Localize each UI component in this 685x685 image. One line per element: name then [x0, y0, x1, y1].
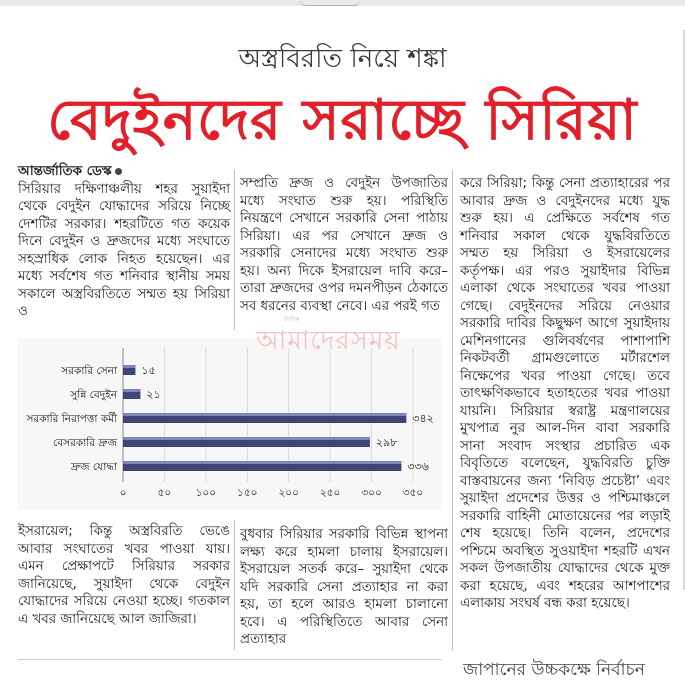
page-top-ornament [300, 0, 360, 6]
column-1-top [18, 163, 230, 321]
column-1-top-text: সিরিয়ার দক্ষিণাঞ্চলীয় শহর সুয়াইদা থেকে বেদুইন যোদ্ধাদের সরিয়ে নিচ্ছে দেশটির সরকার। শহরটিতে গত কয়েক দিনে বেদুইন ও দ্রুজদের মধ্যে সংঘাতে সহস্রাধিক লোক নিহত হয়েছেন। এর মধ্যে সর্বশেষ গত শনিবার স্থানীয় সময় সকালে অস্ত্রবিরতিতে সম্মত হয় সিরিয়া ও [18, 181, 230, 319]
watermark-logo: আমাদেরসময় [256, 326, 401, 356]
bar-highlight [123, 437, 370, 440]
x-tick-label: ১৫০ [237, 487, 258, 499]
category-label: দ্রুজ যোদ্ধা [70, 461, 117, 473]
article-headline: বেদুইনদের সরাচ্ছে সিরিয়া [47, 88, 638, 153]
x-tick-label: ৩০০ [361, 487, 382, 499]
value-label: ১৫ [141, 364, 156, 377]
x-tick-label: ২০০ [278, 487, 299, 499]
x-tick-label: ১০০ [195, 487, 217, 499]
value-label: ৩৪২ [412, 412, 434, 425]
bar-highlight [123, 413, 406, 416]
bar-highlight [123, 461, 401, 464]
column-1-bottom [18, 523, 230, 628]
category-label: সরকারি নিরাপত্তা কর্মী [26, 413, 117, 425]
article-byline: আন্তর্জাতিক ডেস্ক [18, 164, 112, 179]
column-divider [234, 520, 235, 650]
column-2-bottom [240, 526, 448, 649]
category-label: সুন্নি বেদুইন [70, 389, 117, 401]
byline-bullet-icon [115, 168, 122, 175]
column-2-top-text: সম্প্রতি দ্রুজ ও বেদুইন উপজাতির মধ্যে সংঘাত শুরু হয়। পরিস্থিতি নিয়ন্ত্রণে সেখানে সরকারি সেনা পাঠায় সিরিয়া। এর পর সেখানে দ্রুজ ও সরকারি সেনাদের মধ্যে সংঘাত শুরু হয়। অন্য দিকে ইসরায়েল দাবি করে– তারা দ্রুজদের ওপর দমনপীড়ন ঠেকাতে সব ধরনের ব্যবস্থা নেবে। এর পরই গত [240, 176, 448, 314]
article-kicker: অস্ত্রবিরতি নিয়ে শঙ্কা [238, 44, 447, 74]
x-tick-label: ০ [119, 487, 127, 499]
x-tick-label: ২৫০ [319, 487, 341, 499]
category-label: বেসরকারি দ্রুজ [53, 437, 117, 449]
watermark-small: দৈনিক [284, 316, 300, 323]
next-article-teaser[interactable]: জাপানের উচ্চকক্ষে নির্বাচন [463, 660, 645, 680]
column-divider [234, 170, 235, 330]
column-2-top [240, 175, 448, 315]
footer-rule [18, 659, 442, 666]
column-1-bottom-text: ইসরায়েল; কিন্তু অস্ত্রবিরতি ভেঙে আবার সংঘাতের খবর পাওয়া যায়। এমন প্রেক্ষাপটে সিরিয়ার সরকার জানিয়েছে, সুয়াইদা থেকে বেদুইন যোদ্ধাদের সরিয়ে নেওয়া হচ্ছে। গতকাল এ খবর জানিয়েছে আল জাজিরা। [18, 524, 230, 627]
column-3-text: করে সিরিয়া; কিন্তু সেনা প্রত্যাহারের পর আবার দ্রুজ ও বেদুইনদের মধ্যে যুদ্ধ শুরু হয়। এ প্রেক্ষিতে সর্বশেষ গত শনিবার সকাল থেকে যুদ্ধবিরতিতে সম্মত হয় সিরিয়া ও ইসরায়েলের কর্তৃপক্ষ। এর পরও সুয়াইদার বিভিন্ন এলাকা থেকে সংঘাতের খবর পাওয়া গেছে। বেদুইনদের সরিয়ে নেওয়ার সরকারি দাবির কিছুক্ষণ আগে সুয়াইদায় মেশিনগানের গুলিবর্ষণের পাশাপাশি নিকটবর্তী গ্রামগুলোতে মর্টারশেল নিক্ষেপের খবর পাওয়া গেছে। তবে তাৎক্ষণিকভাবে হতাহতের খবর পাওয়া যায়নি। সিরিয়ার স্বরাষ্ট্র মন্ত্রণালয়ের মুখপাত্র নুর আল-দিন বাবা সরকারি সানা সংবাদ সংস্থার প্রচারিত এক বিবৃতিতে বলেছেন, যুদ্ধবিরতি চুক্তি বাস্তবায়নের জন্য ‘নিবিড় প্রচেষ্টা’ এবং সুয়াইদা প্রদেশের উত্তর ও পশ্চিমাঞ্চলে সরকারি বাহিনী মোতায়েনের পর লড়াই শেষ হয়েছে। তিনি বলেন, প্রদেশের পশ্চিমে অবস্থিত সুওয়াইদা শহরটি এখন সকল উপজাতীয় যোদ্ধাদের থেকে মুক্ত করা হয়েছে, এবং শহরের আশপাশের এলাকায় সংঘর্ষ বন্ধ করা হয়েছে। [460, 176, 670, 611]
x-tick-label: ৫০ [157, 487, 172, 499]
column-2-bottom-text: বুধবার সিরিয়ার সরকারি বিভিন্ন স্থাপনা লক্ষ্য করে হামলা চালায় ইসরায়েল। ইসরায়েল সতর্ক করে– সুয়াইদা থেকে যদি সরকারি সেনা প্রত্যাহার না করা হয়, তা হলে আরও হামলা চালানো হবে। এ পরিস্থিতিতে আবার সেনা প্রত্যাহার [240, 527, 448, 647]
column-3 [460, 175, 670, 613]
x-tick-label: ৩৫০ [402, 487, 424, 499]
category-label: সরকারি সেনা [61, 365, 117, 377]
bar-highlight [123, 389, 140, 392]
value-label: ২৯৮ [375, 436, 398, 449]
bar-highlight [123, 365, 135, 368]
value-label: ৩৩৬ [407, 460, 429, 473]
value-label: ২১ [146, 388, 161, 401]
column-divider [452, 170, 453, 650]
